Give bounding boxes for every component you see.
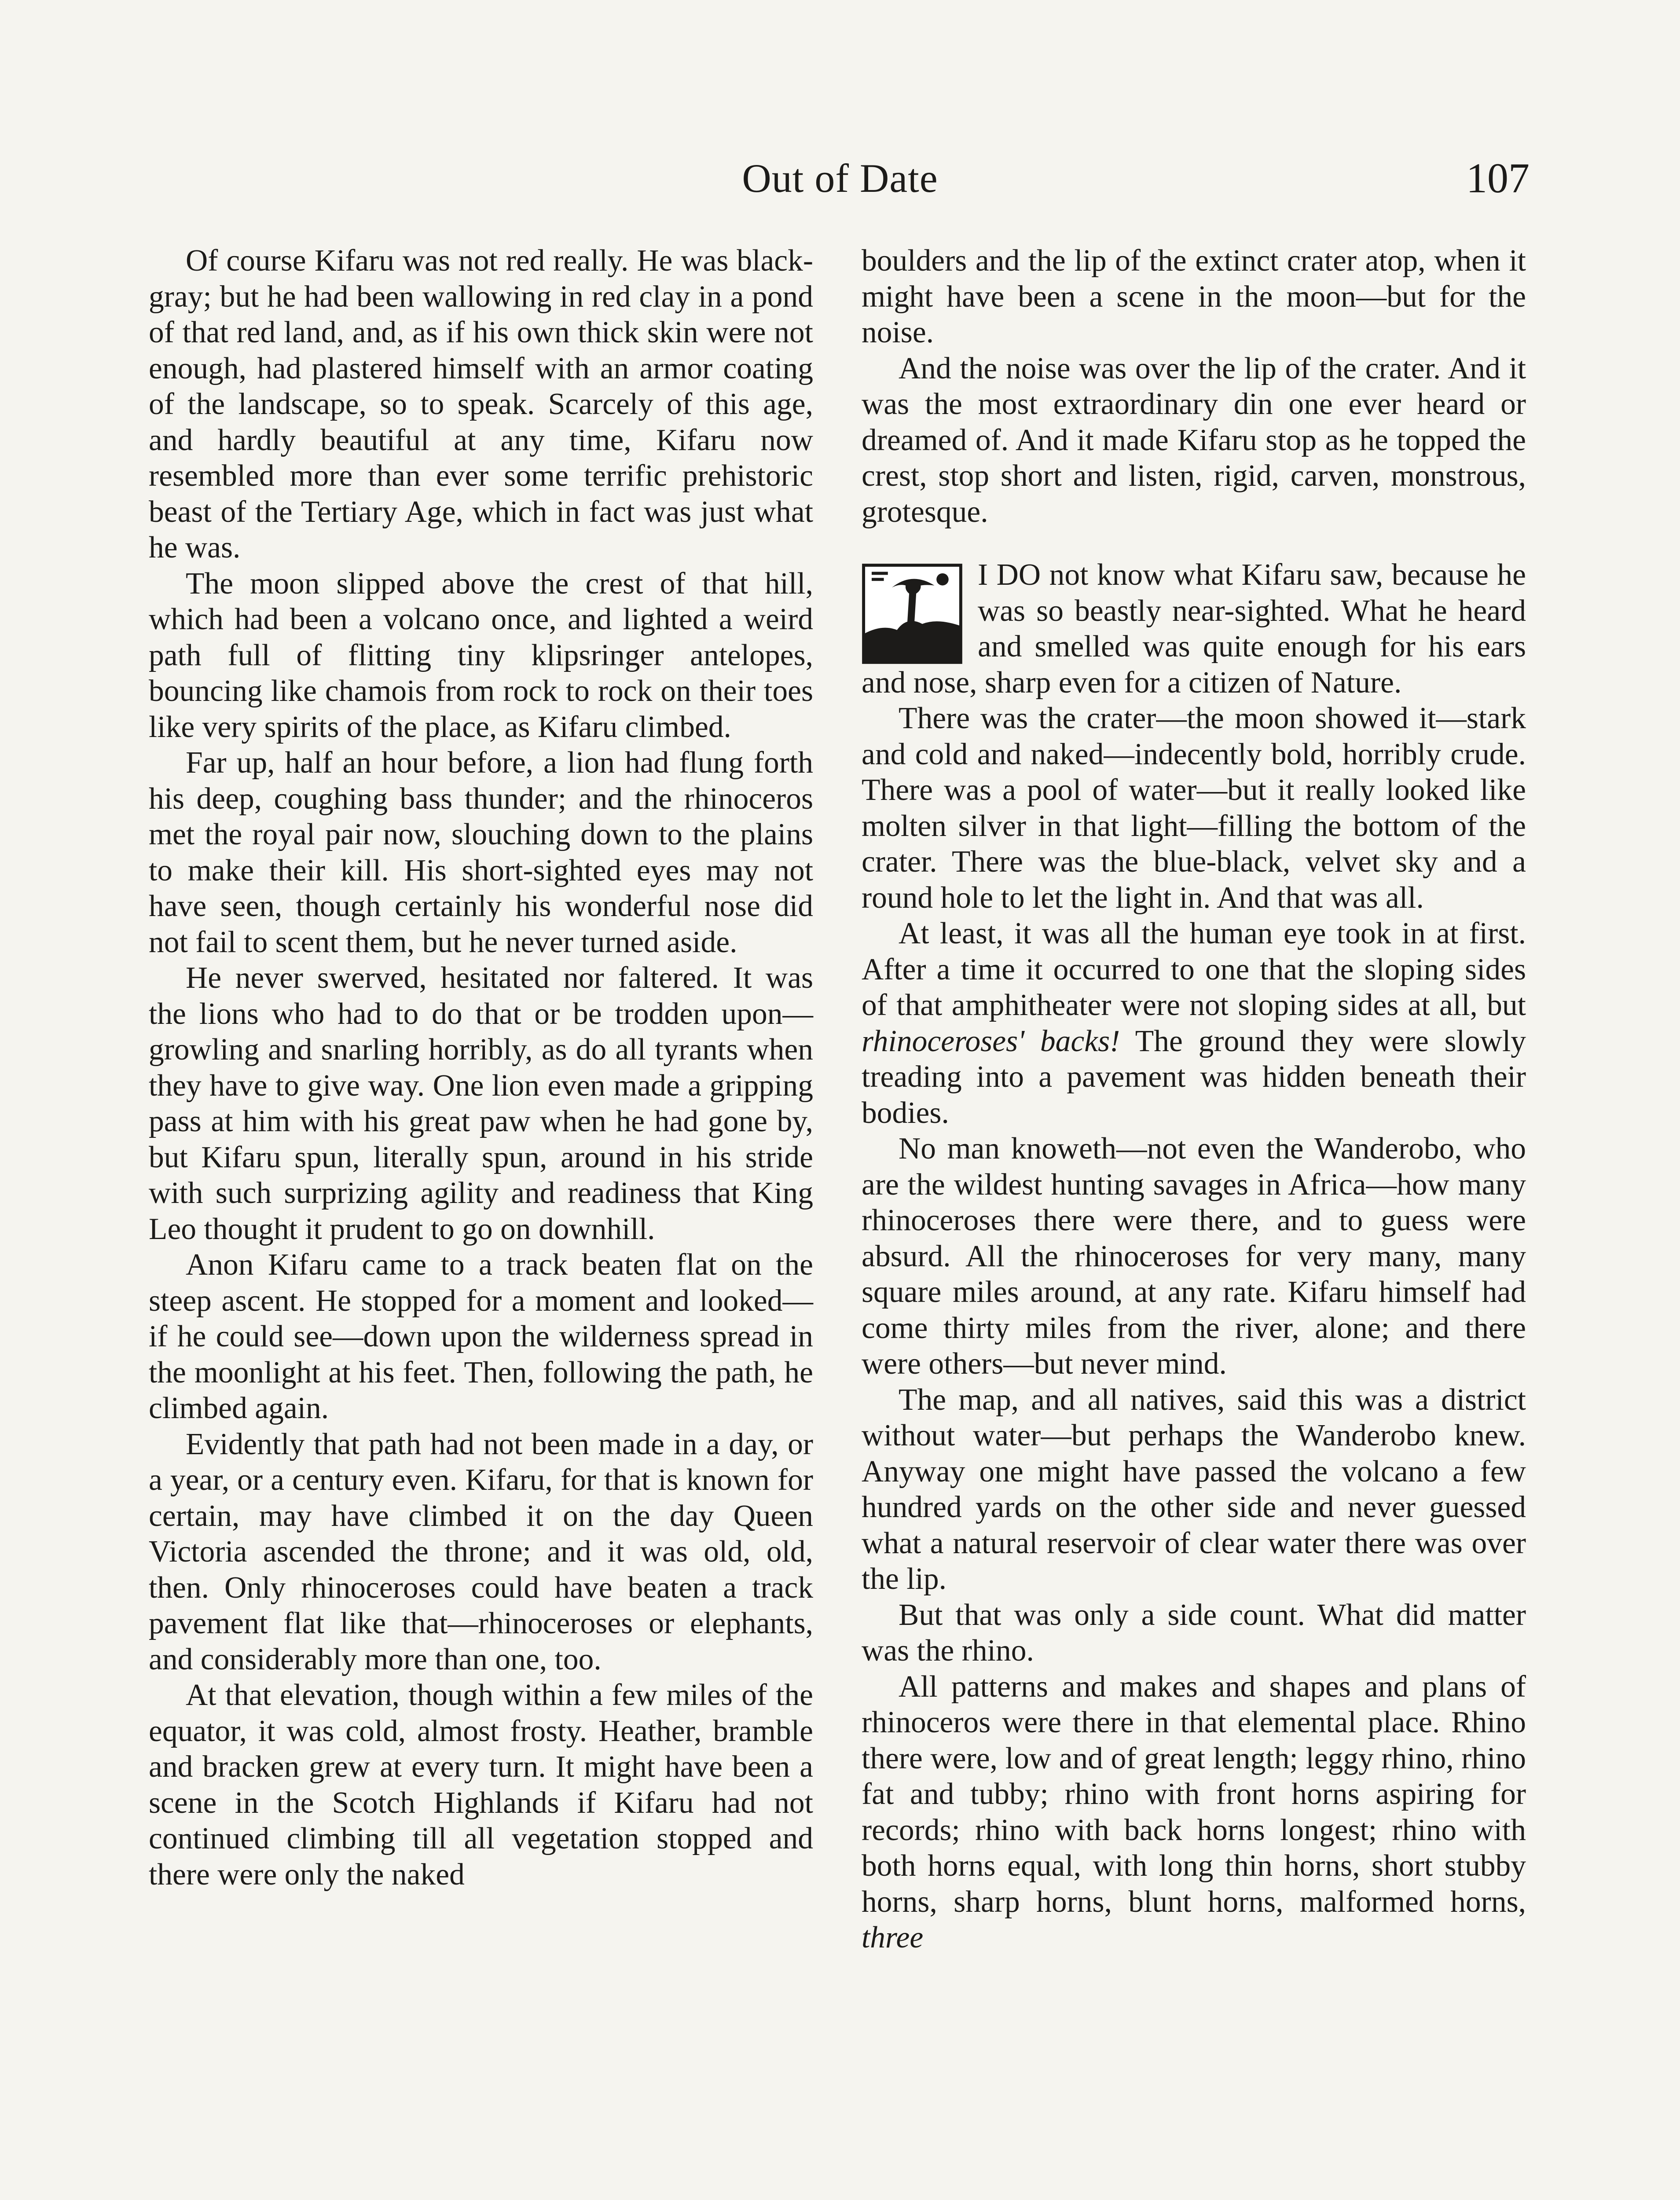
paragraph: He never swerved, hesitated nor faltered. It was the lions who had to do that or be trodden upon—growling and snarling horribly, as do all tyrants when they have to give way. One lion even made a gripping pass at him with his great paw when he had gone by, but Kifaru spun, literally spun, around in his stride with such surprizing agility and readiness that King Leo thought it prudent to go on downhill. [149, 961, 813, 1246]
left-column [149, 243, 813, 1892]
running-title: Out of Date [742, 156, 938, 201]
section-opening-paragraph [862, 557, 1526, 700]
paragraph: There was the crater—the moon showed it—stark and cold and naked—indecently bold, horribly crude. There was a pool of water—but it really looked like molten silver in that light—filling the bottom of the crater. There was the blue-black, velvet sky and a round hole to let the light in. And that was all. [862, 701, 1526, 915]
paragraph [862, 1669, 1526, 1956]
text-run: At least, it was all the human eye took in at first. After a time it occurred to one that the sloping sides of that amphitheater were not sloping sides at all, but [862, 917, 1526, 1022]
drop-cap-ornament-icon [862, 563, 963, 664]
paragraph-continuation: boulders and the lip of the extinct crater atop, when it might have been a scene in the moon—but for the noise. [862, 244, 1526, 349]
paragraph: At that elevation, though within a few miles of the equator, it was cold, almost frosty. Heather, bramble and bracken grew at every turn. It might have been a scene in the Scotch Highlands if Kifaru had not continued climbing till all vegetation stopped and there were only the naked [149, 1678, 813, 1892]
text-run: All patterns and makes and shapes and plans of rhinoceros were there in that elemental place. Rhino there were, low and of great length; leggy rhino, rhino fat and tubby; rhino with front horns aspiring for records; rhino with back horns longest; rhino with both horns equal, with long thin horns, short stubby horns, sharp horns, blunt horns, malformed horns, [862, 1669, 1526, 1919]
paragraph: Evidently that path had not been made in a day, or a year, or a century even. Kifaru, for that is known for certain, may have climbed it on the day Queen Victoria ascended the throne; and it was old, old, then. Only rhinoceroses could have beaten a track pavement flat like that—rhinoceroses or elephants, and considerably more than one, too. [149, 1427, 813, 1676]
paragraph: The moon slipped above the crest of that hill, which had been a volcano once, and lighted a weird path full of flitting tiny klipsringer antelopes, bouncing like chamois from rock to rock on their toes like very spirits of the place, as Kifaru climbed. [149, 566, 813, 744]
paragraph: Far up, half an hour before, a lion had flung forth his deep, coughing bass thunder; and the rhinoceros met the royal pair now, slouching down to the plains to make their kill. His short-sighted eyes may not have seen, though certainly his wonderful nose did not fail to scent them, but he never turned aside. [149, 746, 813, 959]
paragraph: The map, and all natives, said this was a district without water—but perhaps the Wanderobo knew. Anyway one might have passed the volcano a few hundred yards on the other side and never guessed what a natural reservoir of clear water there was over the lip. [862, 1382, 1526, 1596]
section-opening-text: I DO not know what Kifaru saw, because he was so beastly near-sighted. What he heard and smelled was quite enough for his ears and nose, sharp even for a citizen of Nature. [862, 558, 1526, 700]
paragraph: But that was only a side count. What did matter was the rhino. [862, 1598, 1526, 1668]
paragraph [862, 916, 1526, 1131]
paragraph: No man knoweth—not even the Wanderobo, who are the wildest hunting savages in Africa—how many rhinoceroses there were there, and to guess were absurd. All the rhinoceroses for very many, many square miles around, at any rate. Kifaru himself had come thirty miles from the river, alone; and there were others—but never mind. [862, 1132, 1526, 1381]
running-head [0, 145, 1680, 211]
italic-run: three [862, 1921, 924, 1954]
paragraph: Anon Kifaru came to a track beaten flat on the steep ascent. He stopped for a moment and looked—if he could see—down upon the wilderness spread in the moonlight at his feet. Then, following the path, he climbed again. [149, 1248, 813, 1425]
right-column [862, 243, 1526, 1956]
paragraph: And the noise was over the lip of the crater. And it was the most extraordinary din one ever heard or dreamed of. And it made Kifaru stop as he topped the crest, stop short and listen, rigid, carven, monstrous, grotesque. [862, 351, 1526, 529]
italic-run: rhinoceroses' backs! [862, 1024, 1120, 1058]
text-run: The ground they were slowly treading into a pavement was hidden beneath their bodies. [862, 1024, 1526, 1130]
paragraph: Of course Kifaru was not red really. He was black-gray; but he had been wallowing in red clay in a pond of that red land, and, as if his own thick skin were not enough, had plastered himself with an armor coating of the landscape, so to speak. Scarcely of this age, and hardly beautiful at any time, Kifaru now resembled more than ever some terrific prehistoric beast of the Tertiary Age, which in fact was just what he was. [149, 244, 813, 565]
page-number: 107 [1466, 154, 1530, 202]
